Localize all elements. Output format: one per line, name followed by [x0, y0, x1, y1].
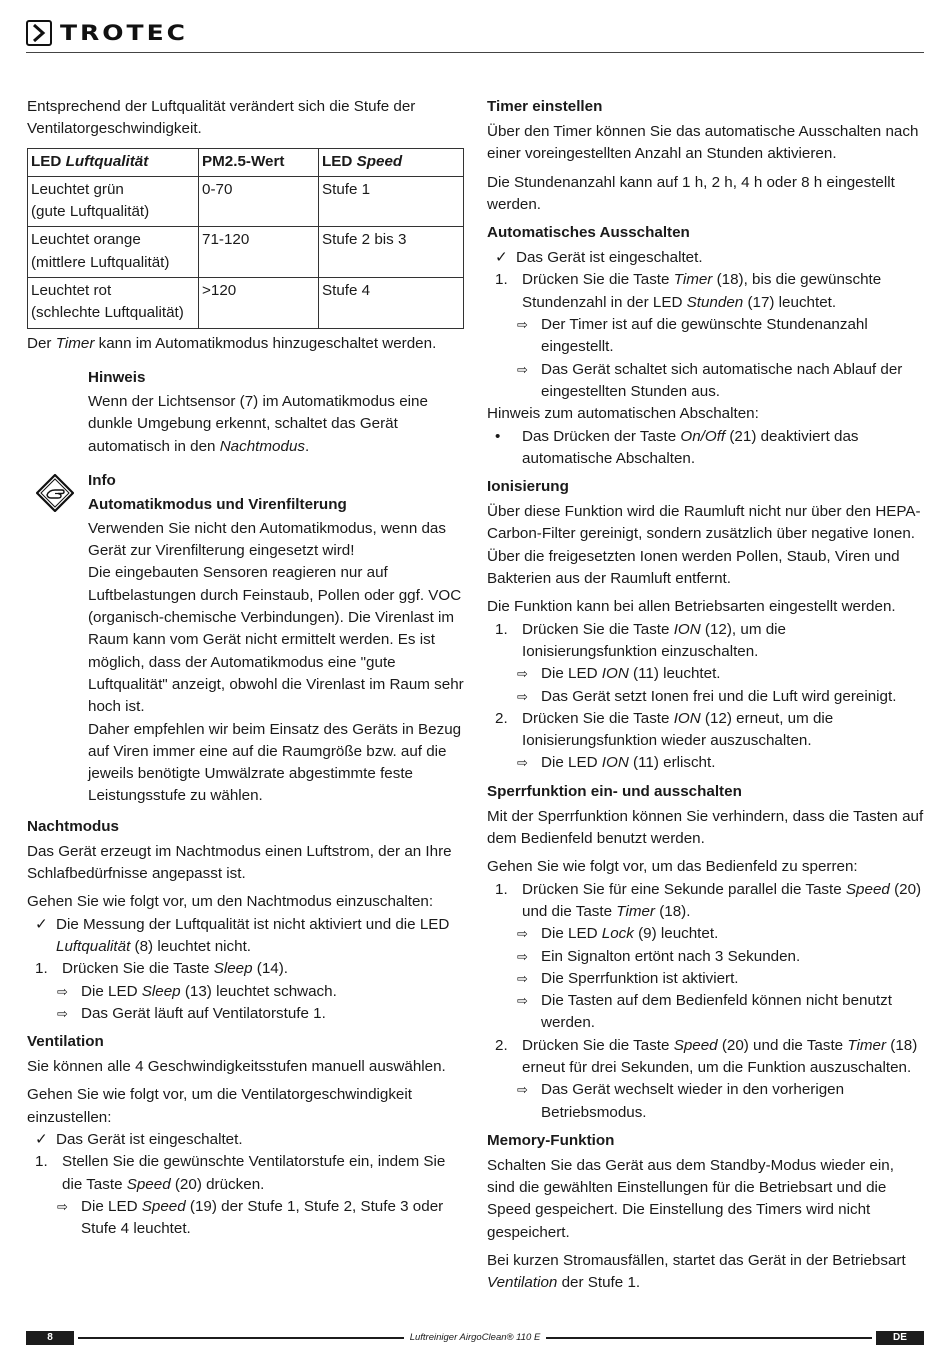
step-number: 1.	[495, 880, 508, 898]
table-cell: Stufe 2 bis 3	[319, 227, 464, 278]
arrow-right-icon: ⇨	[57, 1198, 68, 1214]
logo-chevron-icon	[26, 20, 52, 46]
list-item: ⇨ Die LED Speed (19) der Stufe 1, Stufe 2, Stufe 3 oder Stufe 4 leuchtet.	[57, 1197, 444, 1238]
section-heading-ionisierung: Ionisierung	[487, 478, 569, 496]
info-text: Die eingebauten Sensoren reagieren nur auf Luftbelastungen durch Feinstaub, Pollen oder ggf. VOC (organisch-chemische Verbindungen). Die Virenlast im Raum kann vom Gerät nicht ermittelt werden. Es ist möglich, dass der Automatikmodus eine "gute Luftqualität" anzeigt, obwohl die Virenlast im Raum sehr hoch ist.	[88, 564, 464, 716]
info-text: Daher empfehlen wir beim Einsatz des Geräts in Bezug auf Viren immer eine auf die Raumgröße bzw. auf die jeweils benötigte Umwälzrate abgestimmte feste Leistungsstufe zu wählen.	[88, 720, 462, 805]
brand-name: TROTEC	[60, 20, 189, 45]
info-subtitle: Automatikmodus und Virenfilterung	[88, 495, 347, 513]
arrow-right-icon: ⇨	[57, 1005, 68, 1021]
table-cell: Leuchtet grün (gute Luftqualität)	[28, 176, 199, 227]
list-item: ⇨ Das Gerät setzt Ionen frei und die Luft wird gereinigt.	[487, 686, 924, 708]
body-text: Bei kurzen Stromausfällen, startet das Gerät in der Betriebsart Ventilation der Stufe 1.	[487, 1252, 906, 1292]
timer-note: Der Timer kann im Automatikmodus hinzugeschaltet werden.	[27, 334, 437, 352]
list-item: ✓ Das Gerät ist eingeschaltet.	[27, 1129, 465, 1151]
page-footer	[26, 1331, 924, 1345]
list-item: 1. Drücken Sie für eine Sekunde parallel die Taste Speed (20) und die Taste Timer (18).	[495, 880, 922, 920]
page-number: 8	[26, 1331, 74, 1345]
step-number: 1.	[35, 1153, 48, 1171]
section-heading-nachtmodus: Nachtmodus	[27, 817, 119, 835]
table-cell: Leuchtet rot (schlechte Luftqualität)	[28, 278, 199, 329]
step-number: 1.	[495, 271, 508, 289]
check-icon: ✓	[35, 1130, 48, 1148]
arrow-right-icon: ⇨	[517, 666, 528, 682]
section-heading-memory: Memory-Funktion	[487, 1131, 615, 1149]
list-item: ⇨ Das Gerät läuft auf Ventilatorstufe 1.	[27, 1003, 465, 1025]
check-icon: ✓	[495, 249, 508, 267]
list-item: ⇨ Die Sperrfunktion ist aktiviert.	[487, 968, 924, 990]
table-header-cell: LED Luftqualität	[28, 148, 199, 176]
step-number: 1.	[495, 620, 508, 638]
section-heading-sperrfunktion: Sperrfunktion ein- und ausschalten	[487, 782, 742, 800]
language-code: DE	[876, 1331, 924, 1345]
table-row	[28, 176, 464, 227]
list-item: ⇨ Der Timer ist auf die gewünschte Stundenanzahl eingestellt.	[517, 316, 868, 356]
body-text: Die Funktion kann bei allen Betriebsarten eingestellt werden.	[487, 598, 896, 616]
body-text: Schalten Sie das Gerät aus dem Standby-Modus wieder ein, sind die gewählten Einstellungen für die Betriebsart und die Speed gespeichert. Die Einstellung des Timers wird nicht gespeichert.	[487, 1156, 894, 1241]
list-item: 2. Drücken Sie die Taste Speed (20) und die Taste Timer (18) erneut für drei Sekunden, um die Funktion auszuschalten.	[495, 1036, 918, 1076]
table-cell: >120	[199, 278, 319, 329]
brand-logo	[26, 20, 188, 46]
info-title: Info	[88, 471, 116, 489]
list-item: 1. Stellen Sie die gewünschte Ventilatorstufe ein, indem Sie die Taste Speed (20) drücken.	[35, 1153, 446, 1193]
intro-text: Entsprechend der Luftqualität verändert sich die Stufe der Ventilatorgeschwindigkeit.	[27, 98, 416, 138]
section-heading-auto-off: Automatisches Ausschalten	[487, 224, 690, 242]
arrow-right-icon: ⇨	[517, 688, 528, 704]
info-text: Verwenden Sie nicht den Automatikmodus, wenn das Gerät zur Virenfilterung eingesetzt wird!	[88, 519, 446, 560]
section-heading-timer: Timer einstellen	[487, 98, 603, 115]
table-cell: 71-120	[199, 227, 319, 278]
arrow-right-icon: ⇨	[517, 361, 528, 377]
list-item: ✓ Die Messung der Luftqualität ist nicht aktiviert und die LED Luftqualität (8) leuchtet nicht.	[35, 915, 450, 955]
list-item: ⇨ Die LED ION (11) erlischt.	[487, 752, 924, 774]
table-cell: Leuchtet orange (mittlere Luftqualität)	[28, 227, 199, 278]
list-item: ⇨ Die LED Lock (9) leuchtet.	[487, 923, 924, 945]
check-icon: ✓	[35, 915, 48, 933]
step-number: 2.	[495, 1036, 508, 1054]
body-text: Gehen Sie wie folgt vor, um die Ventilatorgeschwindigkeit einzustellen:	[27, 1086, 412, 1126]
list-item: 1. Drücken Sie die Taste Timer (18), bis die gewünschte Stundenzahl in der LED Stunden (17) leuchtet.	[495, 271, 882, 311]
body-text: Die Stundenanzahl kann auf 1 h, 2 h, 4 h oder 8 h eingestellt werden.	[487, 173, 895, 213]
table-header-cell: LED Speed	[319, 148, 464, 176]
hinweis-box	[27, 367, 465, 458]
list-item: 1. Drücken Sie die Taste ION (12), um die Ionisierungsfunktion einzuschalten.	[495, 620, 786, 660]
page-header	[26, 18, 924, 54]
list-item: 2. Drücken Sie die Taste ION (12) erneut, um die Ionisierungsfunktion wieder auszuschalten.	[495, 709, 834, 750]
arrow-right-icon: ⇨	[57, 983, 68, 999]
right-column	[487, 96, 924, 1301]
arrow-right-icon: ⇨	[517, 993, 528, 1009]
list-item: 1. Drücken Sie die Taste Sleep (14).	[27, 958, 465, 980]
bullet-icon: •	[495, 427, 501, 445]
header-divider	[26, 52, 924, 53]
list-item: ⇨ Die Tasten auf dem Bedienfeld können nicht benutzt werden.	[517, 992, 892, 1032]
table-header-row	[28, 148, 464, 176]
list-item: ⇨ Ein Signalton ertönt nach 3 Sekunden.	[487, 946, 924, 968]
body-text: Mit der Sperrfunktion können Sie verhindern, dass die Tasten auf dem Bedienfeld benutzt werden.	[487, 807, 924, 848]
arrow-right-icon: ⇨	[517, 926, 528, 942]
list-item: ⇨ Die LED ION (11) leuchtet.	[487, 663, 924, 685]
arrow-right-icon: ⇨	[517, 755, 528, 771]
body-text: Das Gerät erzeugt im Nachtmodus einen Luftstrom, der an Ihre Schlafbedürfnisse angepasst ist.	[27, 842, 452, 883]
body-text: Sie können alle 4 Geschwindigkeitsstufen manuell auswählen.	[27, 1058, 446, 1076]
left-column	[27, 96, 465, 1240]
hinweis-text: Wenn der Lichtsensor (7) im Automatikmodus eine dunkle Umgebung erkennt, schaltet das Gerät automatisch in den Nachtmodus.	[88, 392, 428, 455]
table-cell: 0-70	[199, 176, 319, 227]
info-hand-icon	[36, 474, 74, 519]
body-text: Hinweis zum automatischen Abschalten:	[487, 405, 759, 423]
arrow-right-icon: ⇨	[517, 317, 528, 333]
table-row	[28, 227, 464, 278]
air-quality-table	[27, 148, 464, 329]
step-number: 2.	[495, 709, 508, 727]
arrow-right-icon: ⇨	[517, 948, 528, 964]
list-item: • Das Drücken der Taste On/Off (21) deaktiviert das automatische Abschalten.	[495, 427, 859, 467]
footer-title: Luftreiniger AirgoClean® 110 E	[26, 1331, 924, 1345]
body-text: Über den Timer können Sie das automatische Ausschalten nach einer voreingestellten Anzahl an Stunden aktivieren.	[487, 123, 919, 163]
info-box	[27, 470, 465, 808]
body-text: Über diese Funktion wird die Raumluft nicht nur über den HEPA-Carbon-Filter gereinigt, sondern zusätzlich über negative Ionen. Über die freigesetzten Ionen werden Pollen, Staub, Viren und Bakterien aus der Raumluft entfernt.	[487, 503, 921, 588]
list-item: ⇨ Das Gerät wechselt wieder in den vorherigen Betriebsmodus.	[517, 1081, 845, 1121]
arrow-right-icon: ⇨	[517, 1082, 528, 1098]
table-row	[28, 278, 464, 329]
body-text: Gehen Sie wie folgt vor, um den Nachtmodus einzuschalten:	[27, 893, 434, 911]
step-number: 1.	[35, 960, 48, 978]
arrow-right-icon: ⇨	[517, 970, 528, 986]
table-cell: Stufe 4	[319, 278, 464, 329]
table-cell: Stufe 1	[319, 176, 464, 227]
list-item: ✓ Das Gerät ist eingeschaltet.	[487, 247, 924, 269]
hinweis-title: Hinweis	[88, 368, 146, 386]
list-item: ⇨ Das Gerät schaltet sich automatische nach Ablauf der eingestellten Stunden aus.	[517, 360, 903, 400]
section-heading-ventilation: Ventilation	[27, 1033, 104, 1051]
body-text: Gehen Sie wie folgt vor, um das Bedienfeld zu sperren:	[487, 858, 858, 876]
list-item: ⇨ Die LED Sleep (13) leuchtet schwach.	[27, 981, 465, 1003]
table-header-cell: PM2.5-Wert	[199, 148, 319, 176]
